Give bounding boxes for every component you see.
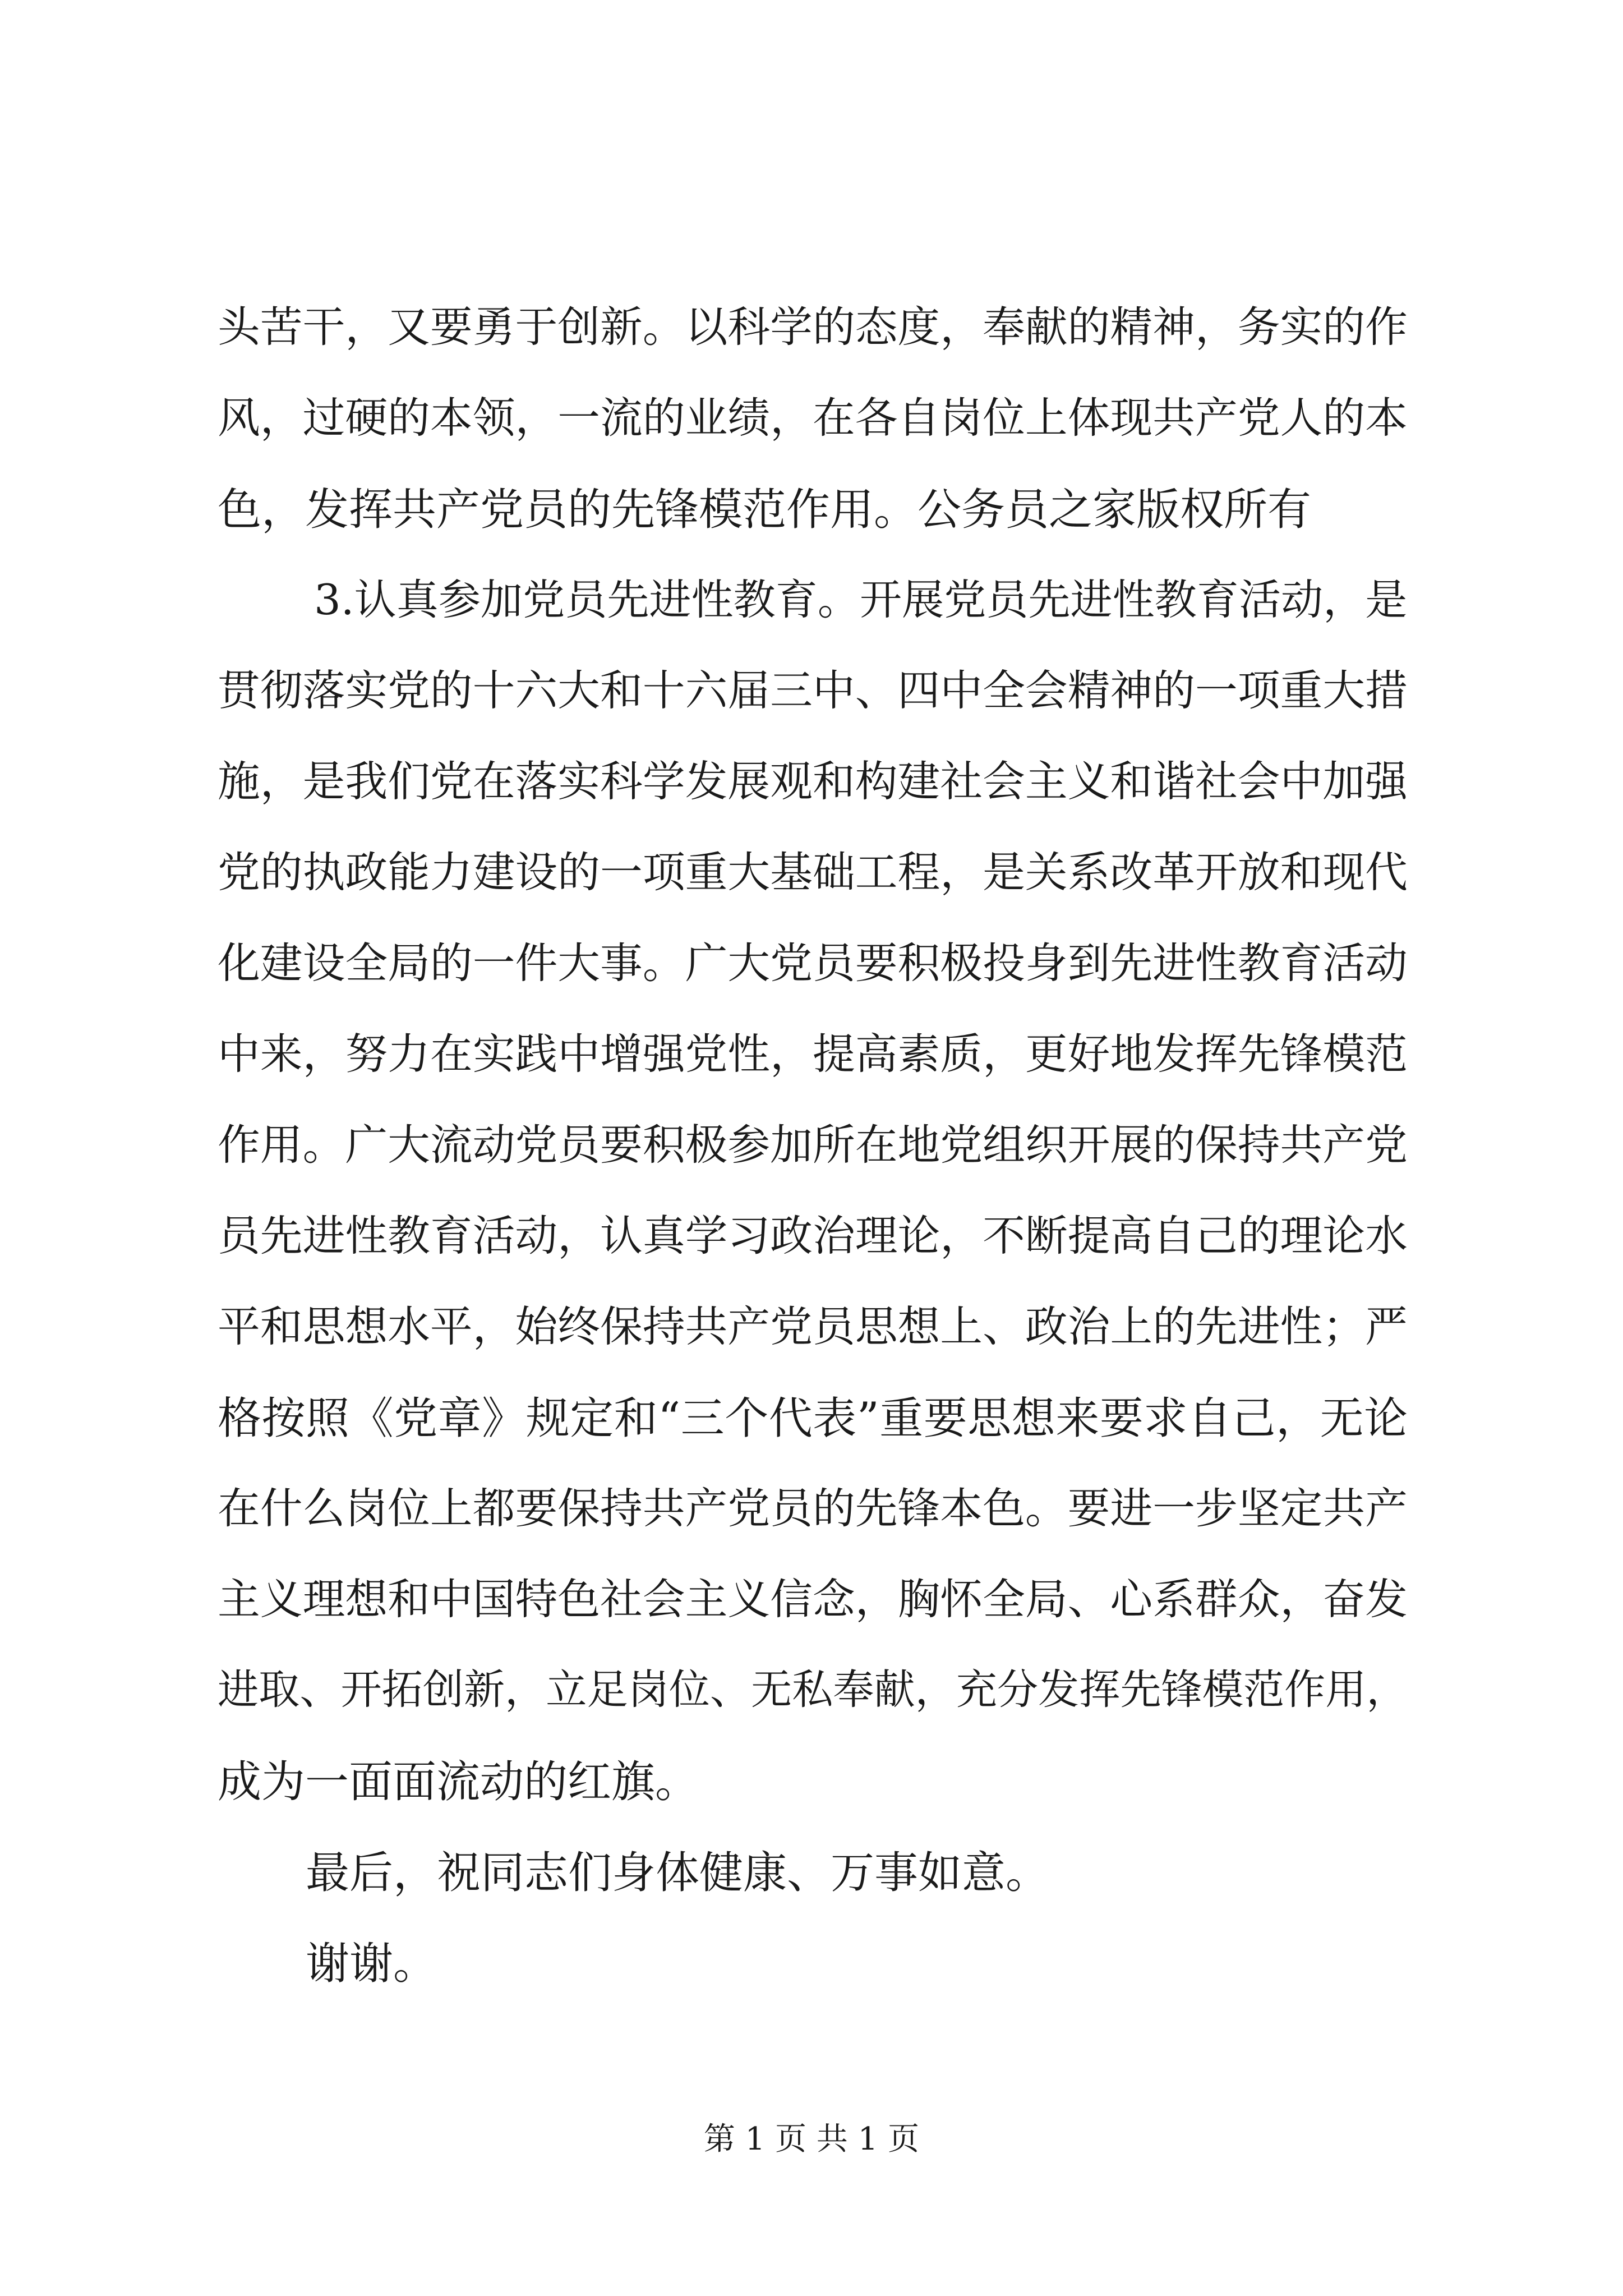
paragraph-2-line-14: 成为一面面流动的红旗。 [218, 1757, 699, 1807]
paragraph-2-line-9: 平和思想水平，始终保持共产党员思想上、政治上的先进性；严 [218, 1302, 1408, 1351]
paragraph-2-line-3: 施，是我们党在落实科学发展观和构建社会主义和谐社会中加强 [218, 757, 1408, 806]
page-number-footer [0, 2121, 1623, 2157]
paragraph-2-line-13: 进取、开拓创新，立足岗位、无私奉献，充分发挥先锋模范作用， [218, 1666, 1408, 1714]
paragraph-2-line-2: 贯彻落实党的十六大和十六届三中、四中全会精神的一项重大措 [218, 666, 1408, 715]
paragraph-2-line-6: 中来，努力在实践中增强党性，提高素质，更好地发挥先锋模范 [218, 1029, 1408, 1079]
paragraph-3-line-1: 最后，祝同志们身体健康、万事如意。 [306, 1848, 1050, 1898]
paragraph-4-line-1: 谢谢。 [306, 1939, 437, 1989]
paragraph-1-line-3: 色，发挥共产党员的先锋模范作用。公务员之家版权所有 [218, 485, 1312, 535]
page-number-label: 第 1 页 共 1 页 [703, 2121, 920, 2157]
paragraph-2-line-10: 格按照《党章》规定和“三个代表”重要思想来要求自己，无论 [218, 1393, 1408, 1444]
paragraph-1-line-2: 风，过硬的本领，一流的业绩，在各自岗位上体现共产党人的本 [218, 393, 1408, 443]
paragraph-2-line-8: 员先进性教育活动，认真学习政治理论，不断提高自己的理论水 [218, 1211, 1408, 1260]
paragraph-2-line-1: 3.认真参加党员先进性教育。开展党员先进性教育活动，是 [314, 575, 1408, 624]
paragraph-2-line-11: 在什么岗位上都要保持共产党员的先锋本色。要进一步坚定共产 [218, 1484, 1408, 1533]
paragraph-2-line-7: 作用。广大流动党员要积极参加所在地党组织开展的保持共产党 [218, 1120, 1408, 1170]
paragraph-2-line-4: 党的执政能力建设的一项重大基础工程，是关系改革开放和现代 [218, 848, 1408, 897]
paragraph-2-line-5: 化建设全局的一件大事。广大党员要积极投身到先进性教育活动 [218, 938, 1408, 988]
paragraph-2-line-12: 主义理想和中国特色社会主义信念，胸怀全局、心系群众，奋发 [218, 1575, 1408, 1624]
paragraph-1-line-1: 头苦干，又要勇于创新。以科学的态度，奉献的精神，务实的作 [218, 302, 1408, 352]
